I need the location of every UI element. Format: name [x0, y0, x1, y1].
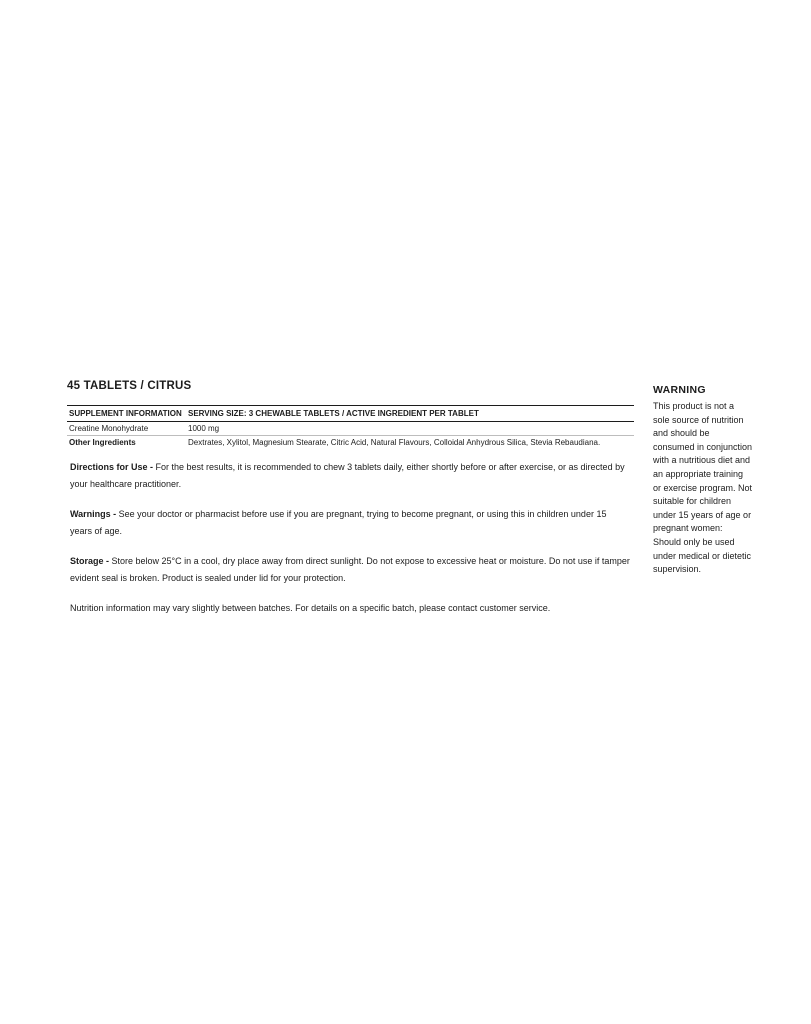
storage-label: Storage -	[70, 556, 110, 566]
directions-label: Directions for Use -	[70, 462, 154, 472]
product-title: 45 TABLETS / CITRUS	[67, 380, 192, 392]
header-serving-size: SERVING SIZE: 3 CHEWABLE TABLETS / ACTIVE INGREDIENT PER TABLET	[186, 406, 634, 422]
warnings-label: Warnings -	[70, 509, 117, 519]
supplement-table	[67, 405, 634, 449]
header-supplement-information: SUPPLEMENT INFORMATION	[67, 406, 186, 422]
warning-text: This product is not a sole source of nutrition and should be consumed in conjunction with a nutritious diet and an appropriate training or exercise program. Not suitable for children under 15 years of age or pregnant women: Should only be used under medical or dietetic supervision.	[653, 401, 753, 575]
directions-paragraph	[70, 459, 630, 493]
other-ingredients-list: Dextrates, Xylitol, Magnesium Stearate, Citric Acid, Natural Flavours, Colloidal Anhydrous Silica, Stevia Rebaudiana.	[188, 438, 601, 447]
warning-box	[653, 383, 753, 577]
warning-heading: WARNING	[653, 384, 706, 396]
storage-text: Store below 25°C in a cool, dry place away from direct sunlight. Do not expose to excessive heat or moisture. Do not use if tamper evident seal is broken. Product is sealed under lid for your protection.	[70, 556, 630, 583]
directions-text: For the best results, it is recommended to chew 3 tablets daily, either shortly before or after exercise, or as directed by your healthcare practitioner.	[70, 462, 625, 489]
storage-paragraph	[70, 553, 630, 587]
supplement-label	[67, 378, 635, 617]
warnings-paragraph	[70, 506, 630, 540]
table-row	[67, 436, 634, 450]
warnings-text: See your doctor or pharmacist before use if you are pregnant, trying to become pregnant, or using this in children under 15 years of age.	[70, 509, 607, 536]
nutrition-note: Nutrition information may vary slightly between batches. For details on a specific batch, please contact customer service.	[70, 603, 551, 613]
table-header-row	[67, 406, 634, 422]
other-ingredients-label: Other Ingredients	[69, 438, 136, 447]
table-row	[67, 422, 634, 436]
ingredient-amount: 1000 mg	[186, 422, 634, 436]
ingredient-name: Creatine Monohydrate	[67, 422, 186, 436]
